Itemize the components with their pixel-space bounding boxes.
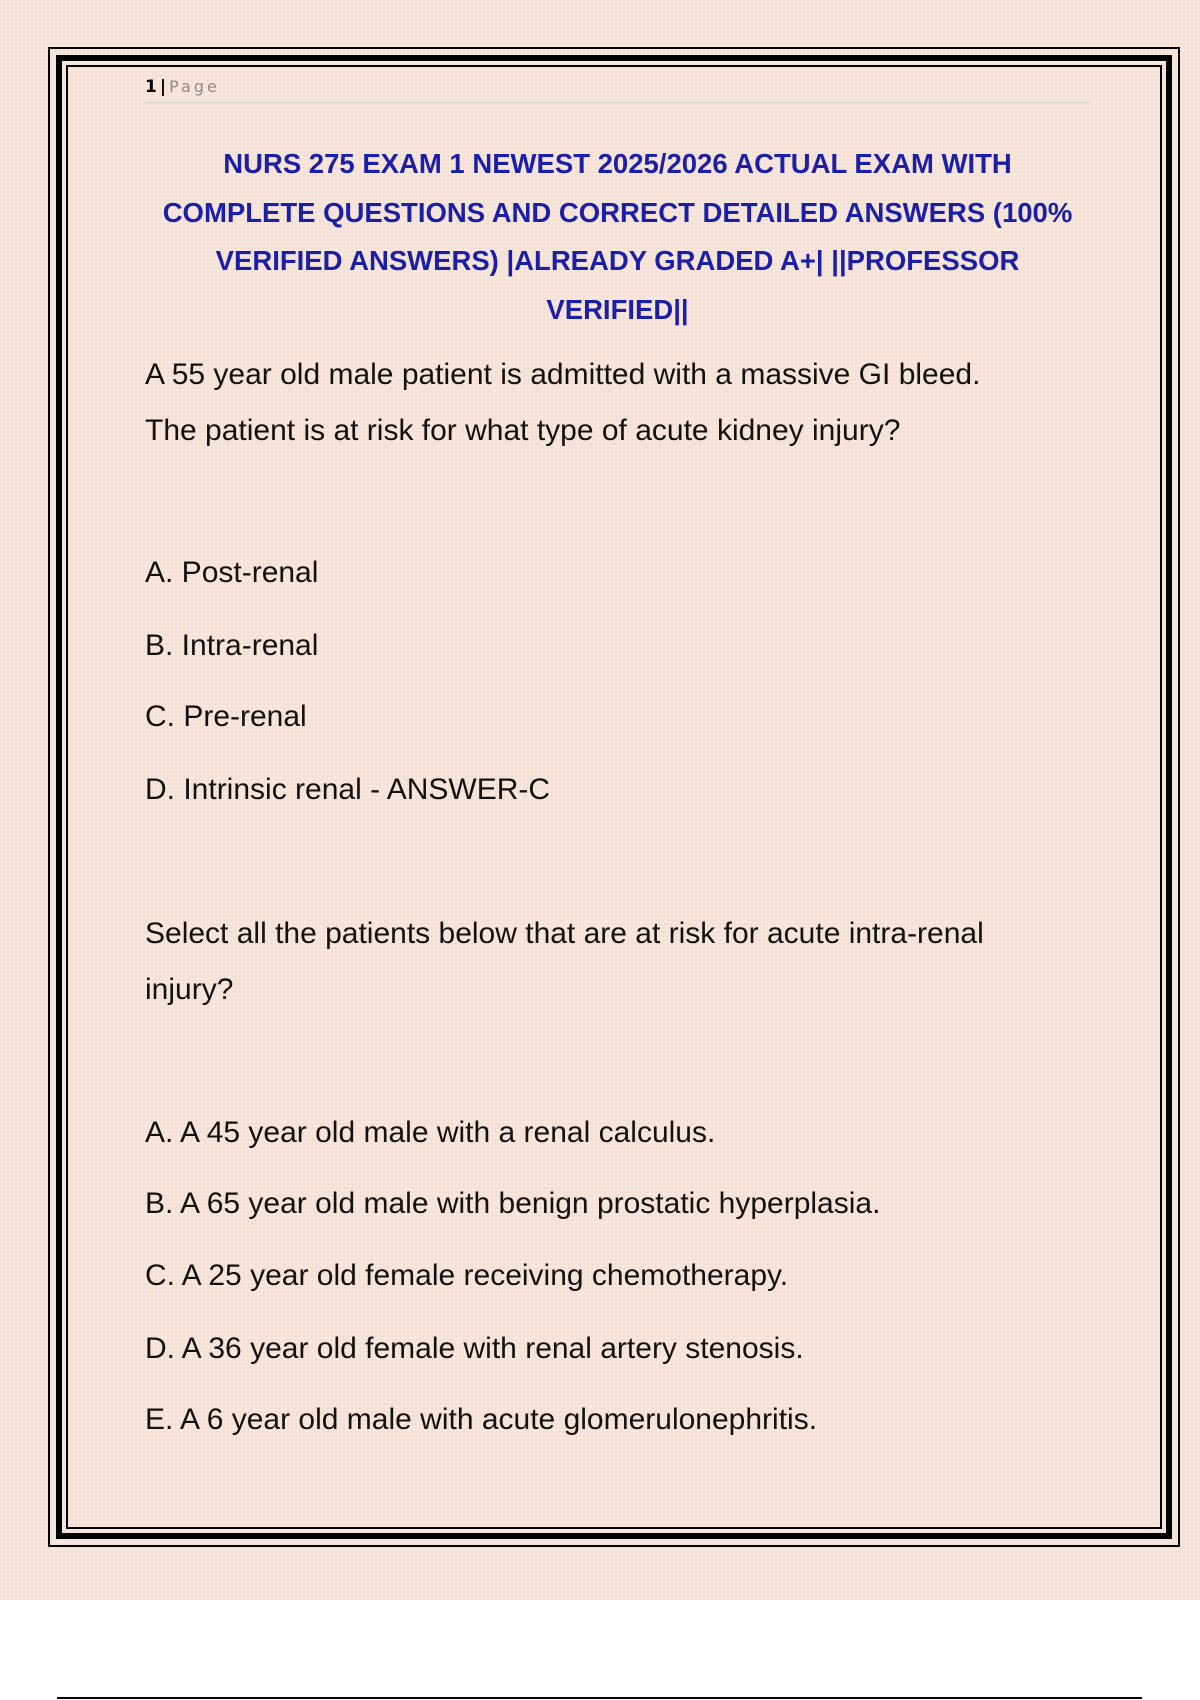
question-stem-line: The patient is at risk for what type of acute kidney injury? <box>145 414 901 447</box>
question-1-stem <box>145 347 980 459</box>
question-2-option-b: B. A 65 year old male with benign prostatic hyperplasia. <box>145 1187 881 1220</box>
question-stem-line: A 55 year old male patient is admitted with a massive GI bleed. <box>145 358 981 391</box>
footer-rule <box>57 1697 1142 1699</box>
page-label: Page <box>169 77 220 96</box>
question-2-option-e: E. A 6 year old male with acute glomerulonephritis. <box>145 1403 818 1436</box>
document-title <box>140 140 1095 334</box>
title-line: COMPLETE QUESTIONS AND CORRECT DETAILED ANSWERS (100% <box>162 196 1073 228</box>
title-line: VERIFIED ANSWERS) |ALREADY GRADED A+| ||PROFESSOR <box>215 245 1020 276</box>
question-stem-line: injury? <box>145 973 234 1006</box>
question-1-option-a: A. Post-renal <box>145 556 319 589</box>
question-1-option-d: D. Intrinsic renal - ANSWER-C <box>145 773 551 806</box>
question-2-option-a: A. A 45 year old male with a renal calculus. <box>145 1116 716 1149</box>
question-2-option-c: C. A 25 year old female receiving chemotherapy. <box>145 1259 789 1292</box>
question-2-stem <box>145 906 984 1018</box>
question-2-option-d: D. A 36 year old female with renal artery stenosis. <box>145 1332 804 1365</box>
title-line: NURS 275 EXAM 1 NEWEST 2025/2026 ACTUAL EXAM WITH <box>223 148 1012 179</box>
title-line: VERIFIED|| <box>546 293 689 325</box>
page-number: 1 <box>145 77 157 97</box>
page-header <box>145 74 1090 103</box>
question-stem-line: Select all the patients below that are at risk for acute intra-renal <box>145 917 984 950</box>
question-1-option-b: B. Intra-renal <box>145 629 319 662</box>
question-1-option-c: C. Pre-renal <box>145 700 307 733</box>
page-header-separator: | <box>159 77 167 97</box>
